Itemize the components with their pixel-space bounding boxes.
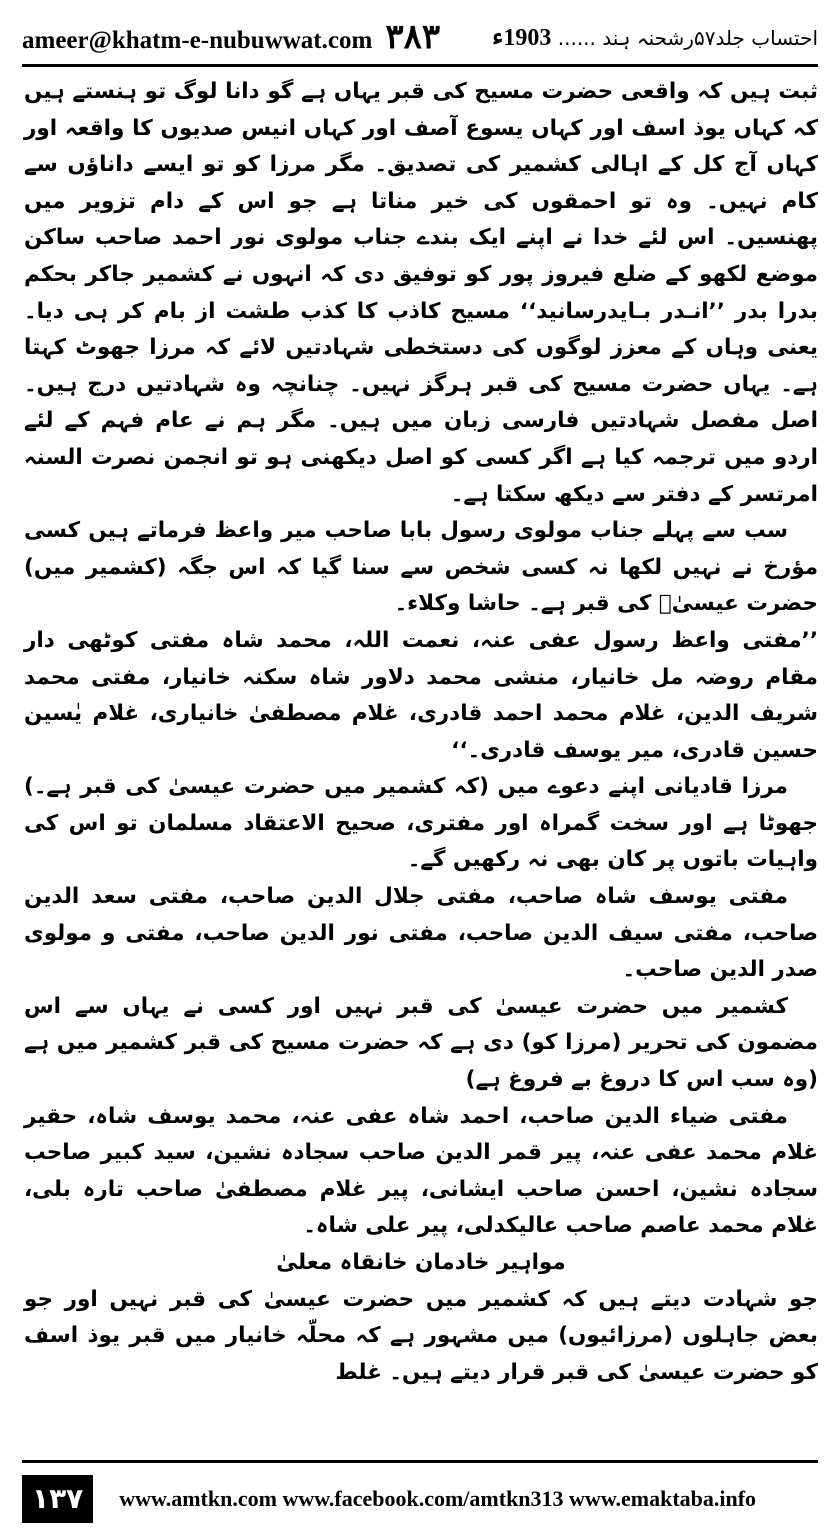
header-volume-title: احتساب جلد۵۷رشحنہ ہند ...... xyxy=(557,25,818,50)
paragraph-testimony-3: کشمیر میں حضرت عیسیٰ کی قبر نہیں اور کسی نے یہاں سے اس مضمون کی تحریر (مرزا کو) دی ہے کہ حضرت مسیح کی قبر کشمیر میں ہے (وہ سب اس کا دروغ بے فروغ ہے) xyxy=(24,993,818,1093)
footer-divider xyxy=(22,1460,818,1463)
paragraph-seal-heading: مواہیر خادمان خانقاہ معلیٰ xyxy=(276,1250,566,1275)
header-page-number: ۳۸۳ xyxy=(385,17,441,57)
header-email[interactable]: ameer@khatm-e-nubuwwat.com xyxy=(22,27,373,54)
page-header xyxy=(22,14,818,60)
header-divider xyxy=(22,64,818,67)
paragraph-testimony-4: جو شہادت دیتے ہیں کہ کشمیر میں حضرت عیسیٰ کی قبر نہیں اور جو بعض جاہلوں (مرزائیوں) میں مشہور ہے کہ محلّہ خانیار میں قبر یوذ اسف کو حضرت عیسیٰ کی قبر قرار دیتے ہیں۔ غلط xyxy=(24,1286,818,1385)
header-right xyxy=(492,23,818,52)
paragraph-signatories-2: مفتی یوسف شاہ صاحب، مفتی جلال الدین صاحب، مفتی سعد الدین صاحب، مفتی سیف الدین صاحب، مفتی نور الدین صاحب، مفتی و مولوی صدر الدین صاحب۔ xyxy=(24,884,818,983)
paragraph-signatories-1: ’’مفتی واعظ رسول عفی عنہ، نعمت اللہ، محمد شاہ مفتی کوٹھی دار مقام روضہ مل خانیار، منشی محمد دلاور شاہ سکنہ خانیار، مفتی محمد شریف الدین، غلام محمد احمد قادری، غلام مصطفیٰ خانیاری، غلام یٰسین حسین قادری، میر یوسف قادری۔‘‘ xyxy=(24,627,818,763)
footer-links[interactable]: www.amtkn.com www.facebook.com/amtkn313 www.emaktaba.info xyxy=(119,1486,757,1511)
paragraph-signatories-3: مفتی ضیاء الدین صاحب، احمد شاہ عفی عنہ، محمد یوسف شاہ، حقیر غلام محمد عفی عنہ، پیر قمر الدین صاحب سجادہ نشین، سید کبیر صاحب سجادہ نشین، احسن صاحب ایشانی، پیر غلام مصطفیٰ صاحب تارہ بلی، غلام محمد عاصم صاحب عالیکدلی، پیر علی شاہ۔ xyxy=(24,1103,818,1239)
page-body xyxy=(24,74,818,1391)
page-footer xyxy=(22,1472,818,1526)
paragraph-intro: ثبت ہیں کہ واقعی حضرت مسیح کی قبر یہاں ہے گو دانا لوگ تو ہنستے ہیں کہ کہاں یوذ اسف اور کہاں یسوع آصف اور کہاں انیس صدیوں کا واقعہ اور کہاں آج کل کے اہالی کشمیر کی تصدیق۔ مگر مرزا کو تو ایسے داناؤں سے کام نہیں۔ وہ تو احمقوں کی خیر مناتا ہے جو اس کے دام تزویر میں پھنسیں۔ اس لئے خدا نے اپنے ایک بندے جناب مولوی نور احمد صاحب ساکن موضع لکھو کے ضلع فیروز پور کو توفیق دی کہ انہوں نے کشمیر جاکر بحکم بدرا بدر ’’انـدر بـایدرسانید‘‘ مسیح کاذب کا کذب طشت از بام کر ہی دیا۔ یعنی وہاں کے معزز لوگوں کی دستخطی شہادتیں لائے کہ مرزا جھوٹ کہتا ہے۔ یہاں حضرت مسیح کی قبر ہرگز نہیں۔ چنانچہ وہ شہادتیں درج ہیں۔ اصل مفصل شہادتیں فارسی زبان میں ہیں۔ مگر ہم نے عام فہم کے لئے اردو میں ترجمہ کیا ہے اگر کسی کو اصل دیکھنی ہو تو انجمن نصرت السنہ امرتسر کے دفتر سے دیکھ سکتا ہے۔ xyxy=(24,79,818,507)
paragraph-testimony-1: سب سے پہلے جناب مولوی رسول بابا صاحب میر واعظ فرماتے ہیں کسی مؤرخ نے نہیں لکھا نہ کسی شخص سے سنا گیا کہ اس جگہ (کشمیر میں) حضرت عیسیٰؑ کی قبر ہے۔ حاشا وکلاء۔ xyxy=(24,518,818,617)
header-year: 1903ء xyxy=(492,24,552,51)
footer-page-badge: ۱۳۷ xyxy=(22,1475,93,1523)
paragraph-testimony-2: مرزا قادیانی اپنے دعوے میں (کہ کشمیر میں حضرت عیسیٰ کی قبر ہے۔) جھوٹا ہے اور سخت گمراہ اور مفتری، صحیح الاعتقاد مسلمان تو اس کی واہیات باتوں پر کان بھی نہ رکھیں گے۔ xyxy=(24,774,818,873)
header-left xyxy=(22,17,440,57)
